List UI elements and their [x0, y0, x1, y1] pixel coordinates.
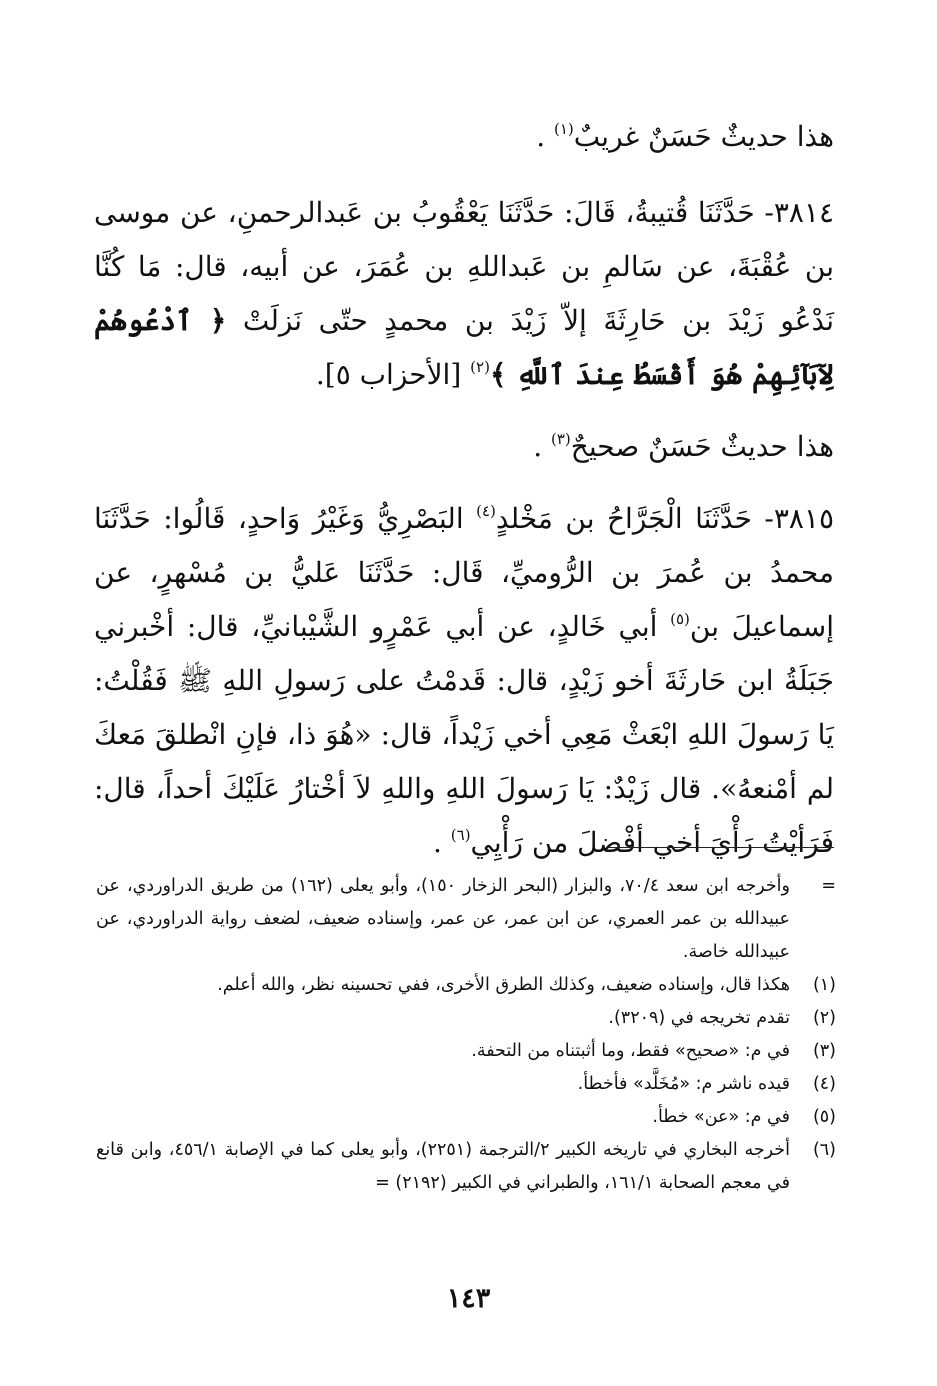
grade-end: . — [536, 120, 554, 153]
hadith-text: أبي خَالدٍ، عن أبي عَمْرٍو الشَّيْبانيِّ، قال: أخْبرني جَبَلَةُ ابن حَارثَةَ أخو زَيْدٍ، قال: قَدمْتُ على رَسولِ اللهِ ﷺ فَقُلْتُ: يَا رَسولَ اللهِ ابْعَثْ مَعِي أخي زَيْداً، قال: «هُوَ ذا، فإنِ انْطلقَ مَعكَ لم أمْنعهُ». قال زَيْدٌ: يَا رَسولَ اللهِ واللهِ لاَ أخْتارُ عَلَيْكَ أحداً، قال: فَرَأيْتُ رَأْيَ أخي أفْضلَ من رَأْيِي — [94, 610, 834, 859]
footnote-number: (٥) — [812, 1107, 836, 1127]
footnote-number: = — [821, 876, 836, 896]
footnote-ref: (٣) — [551, 429, 571, 448]
footnote-number: (١) — [812, 975, 836, 995]
footnote-3 — [96, 1035, 836, 1068]
grade-text: هذا حديثٌ حَسَنٌ صحيحٌ — [570, 430, 834, 463]
hadith-grade — [94, 110, 834, 164]
quran-verse: ﴿ ٱدْعُوهُمْ لِآبَآئِهِمْ هُوَ أَقْسَطُ عِندَ ٱللَّهِ ﴾ — [94, 304, 834, 391]
footnote-number: (٦) — [812, 1140, 836, 1160]
footnote-4 — [96, 1068, 836, 1101]
footnote-number: (٢) — [812, 1008, 836, 1028]
hadith-grade — [94, 420, 834, 474]
hadith-end: . — [432, 826, 451, 859]
footnote-5 — [96, 1101, 836, 1134]
footnote-6 — [96, 1134, 836, 1200]
hadith-paragraph-3814 — [94, 186, 834, 402]
footnote-text: أخرجه البخاري في تاريخه الكبير ٢/الترجمة (٢٢٥١)، وأبو يعلى كما في الإصابة ٤٥٦/١، وابن قانع في معجم الصحابة ١٦١/١، والطبراني في الكبير (٢١٩٢) = — [96, 1140, 790, 1193]
footnote-text: قيده ناشر م: «مُخَلَّد» فأخطأ. — [577, 1074, 790, 1094]
page-number: ١٤٣ — [446, 1283, 491, 1314]
footnote-text: وأخرجه ابن سعد ٧٠/٤، والبزار (البحر الزخار ١٥٠)، وأبو يعلى (١٦٢) من طريق الدراوردي، عن عبيدالله بن عمر العمري، عن ابن عمر، عن عمر، وإسناده ضعيف، لضعف رواية الدراوردي، عن عبيدالله خاصة. — [96, 876, 790, 962]
footnote-divider — [606, 847, 834, 848]
footnote-text: في م: «عن» خطأ. — [652, 1107, 790, 1127]
hadith-text: ٣٨١٤- حَدَّثَنَا قُتيبةُ، قَالَ: حَدَّثَنَا يَعْقُوبُ بن عَبدالرحمنِ، عن موسى بن عُقْبَةَ، عن سَالمِ بن عَبداللهِ بن عُمَرَ، عن أبيه، قال: مَا كُنَّا نَدْعُو زَيْدَ بن حَارِثَةَ إلاّ زَيْدَ بن محمدٍ حتّى نَزلَتْ — [94, 196, 834, 337]
footnote-number: (٣) — [812, 1041, 836, 1061]
grade-end: . — [533, 430, 551, 463]
footnote-ref: (٥) — [670, 609, 690, 628]
footnote-ref: (١) — [554, 119, 574, 138]
hadith-text: ٣٨١٥- حَدَّثَنَا الْجَرَّاحُ بن مَخْلدٍ — [495, 502, 834, 535]
footnote-ref: (٦) — [450, 825, 471, 844]
hadith-paragraph-3815 — [94, 492, 834, 870]
hadith-text: البَصْرِيُّ وَغَيْرُ وَاحدٍ، قَالُوا: حَدَّثَنَا محمدُ بن عُمرَ بن الرُّوميِّ، قَال: حَدَّثَنَا عَليُّ بن مُسْهرٍ، عن إسماعيلَ بن — [94, 502, 834, 643]
footnote-number: (٤) — [812, 1074, 836, 1094]
verse-citation: [الأحزاب ٥]. — [315, 358, 471, 391]
footnote-text: هكذا قال، وإسناده ضعيف، وكذلك الطرق الأخرى، ففي تحسينه نظر، والله أعلم. — [217, 975, 790, 995]
footnote-text: تقدم تخريجه في (٣٢٠٩). — [608, 1008, 790, 1028]
footnote-1 — [96, 969, 836, 1002]
main-text — [94, 110, 834, 870]
grade-text: هذا حديثٌ حَسَنٌ غريبٌ — [573, 120, 834, 153]
footnote-ref: (٤) — [476, 501, 496, 520]
footnote-text: في م: «صحيح» فقط، وما أثبتناه من التحفة. — [471, 1041, 790, 1061]
footnote-2 — [96, 1002, 836, 1035]
footnotes — [96, 870, 836, 1200]
footnote-continued — [96, 870, 836, 969]
footnote-ref: (٢) — [470, 357, 490, 376]
